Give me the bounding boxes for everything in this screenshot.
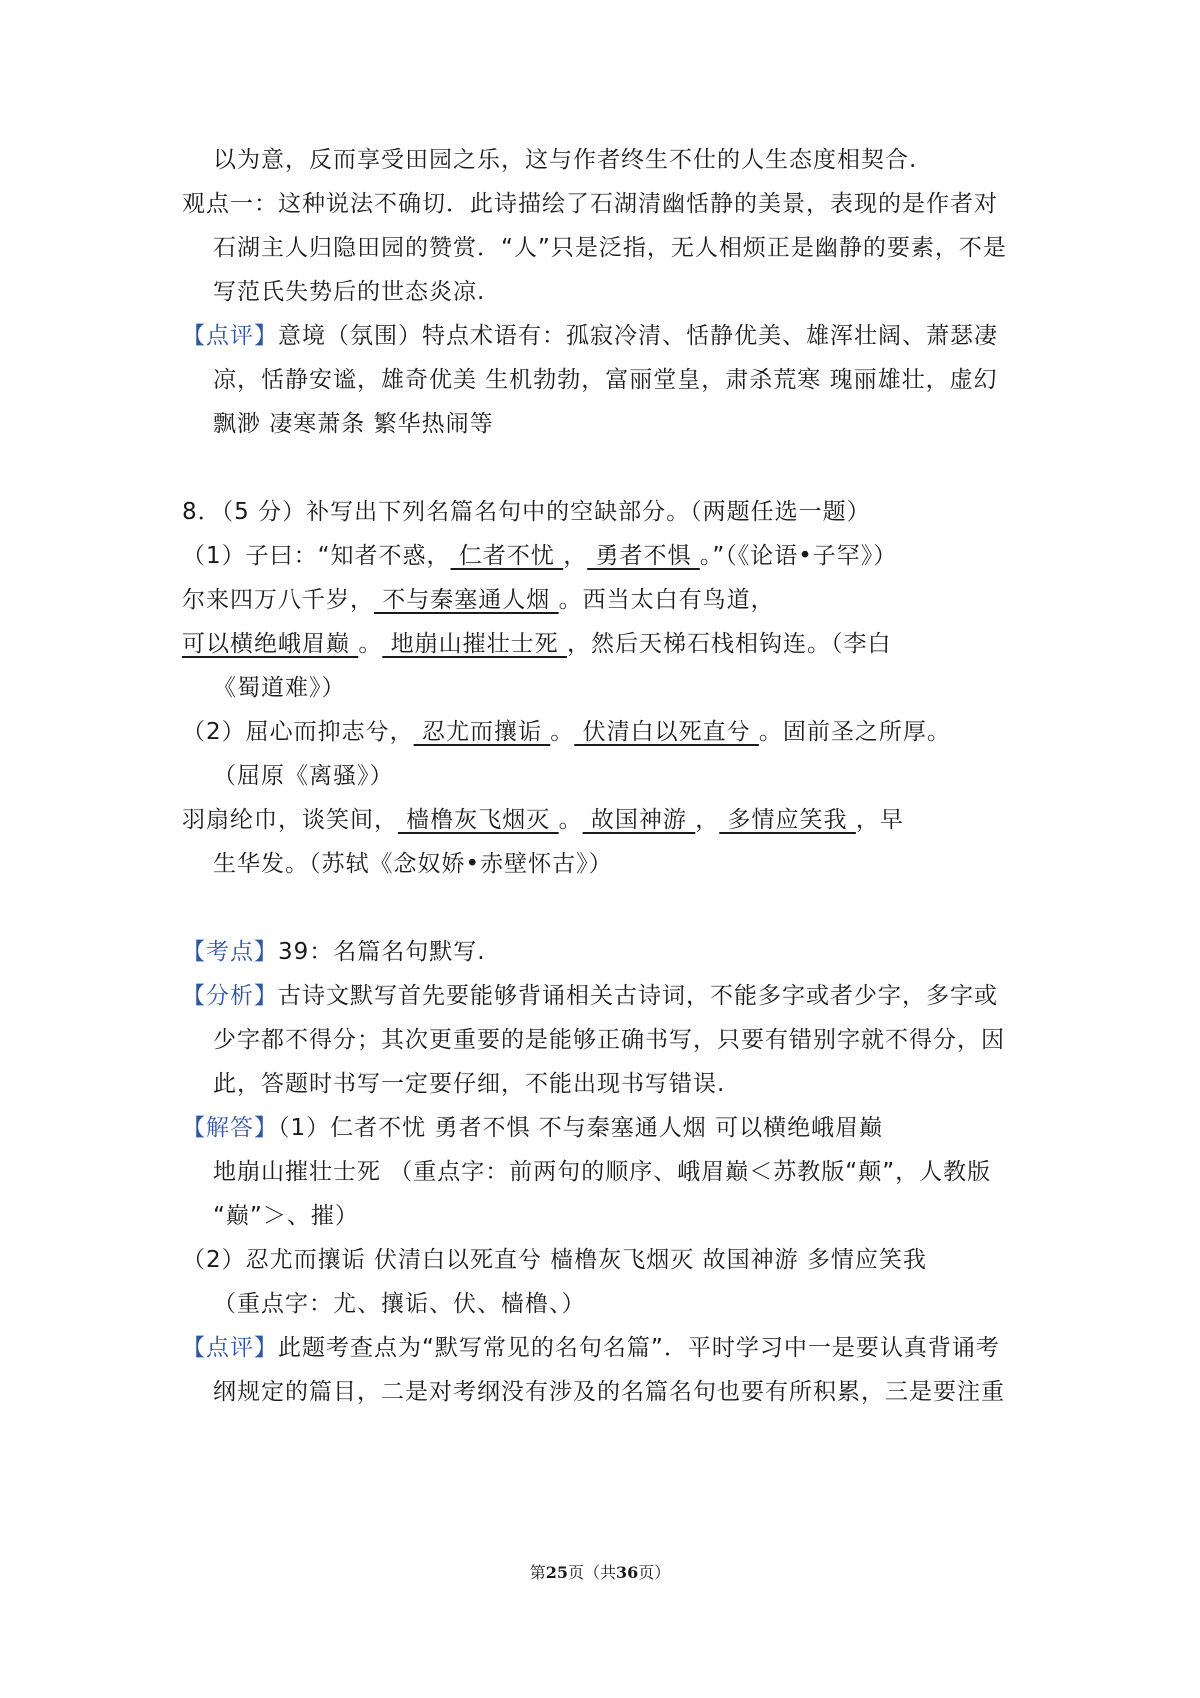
comment-tag: 【点评】 bbox=[182, 323, 278, 349]
question-text: 尔来四万八千岁， bbox=[182, 587, 374, 613]
comment-tag: 【点评】 bbox=[182, 1335, 278, 1361]
question-text: 。西当太白有鸟道， bbox=[558, 587, 775, 613]
answer-blank: 伏清白以死直兮 bbox=[574, 719, 759, 745]
answer-blank: 勇者不惧 bbox=[587, 543, 700, 569]
question-text: ， bbox=[563, 543, 588, 569]
question-line bbox=[182, 717, 1032, 747]
answer-blank: 多情应笑我 bbox=[719, 807, 856, 833]
question-line bbox=[182, 585, 1032, 615]
paragraph-line: 地崩山摧壮士死 （重点字：前两句的顺序、峨眉巅＜苏教版“颠”，人教版 bbox=[213, 1159, 992, 1185]
question-text: （1）子曰：“知者不惑， bbox=[182, 543, 451, 569]
paragraph-line: （重点字：尤、攘诟、伏、樯橹、） bbox=[213, 1291, 586, 1317]
paragraph-line: 少字都不得分；其次更重要的是能够正确书写，只要有错别字就不得分，因 bbox=[213, 1027, 1005, 1053]
question-line bbox=[182, 541, 1032, 571]
question-line: 《蜀道难》） bbox=[213, 675, 346, 701]
answer-blank: 樯橹灰飞烟灭 bbox=[398, 807, 559, 833]
fenxi-text: 古诗文默写首先要能够背诵相关古诗词，不能多字或者少字，多字或 bbox=[278, 983, 998, 1009]
paragraph-line: 纲规定的篇目，二是对考纲没有涉及的名篇名句也要有所积累，三是要注重 bbox=[213, 1379, 1005, 1405]
answer-blank: 故国神游 bbox=[582, 807, 696, 833]
question-heading: 8．（5 分）补写出下列名篇名句中的空缺部分。（两题任选一题） bbox=[182, 499, 871, 525]
footer-text: 页） bbox=[638, 1563, 671, 1582]
paragraph-line: 凉，恬静安谧，雄奇优美 生机勃勃，富丽堂皇，肃杀荒寒 瑰丽雄壮，虚幻 bbox=[213, 367, 998, 393]
question-text: ，早 bbox=[855, 807, 904, 833]
question-text: 。”（《论语•子罕》） bbox=[699, 543, 898, 569]
question-text: 。 bbox=[558, 807, 583, 833]
question-text: ，然后天梯石栈相钩连。（李白 bbox=[566, 631, 892, 657]
page-footer bbox=[0, 1562, 1200, 1584]
question-text: ， bbox=[695, 807, 720, 833]
answer-blank: 仁者不忧 bbox=[450, 543, 564, 569]
paragraph-line: （2）忍尤而攘诟 伏清白以死直兮 樯橹灰飞烟灭 故国神游 多情应笑我 bbox=[182, 1247, 927, 1273]
paragraph-line: “巅”＞、摧） bbox=[213, 1203, 359, 1229]
answer-blank: 不与秦塞通人烟 bbox=[374, 587, 559, 613]
paragraph-line: 此，答题时书写一定要仔细，不能出现书写错误. bbox=[213, 1071, 726, 1097]
question-line bbox=[182, 805, 1032, 835]
fenxi-line bbox=[182, 981, 1032, 1011]
question-line bbox=[182, 629, 1032, 659]
footer-text: 页（共 bbox=[567, 1563, 616, 1582]
kaodian-tag: 【考点】 bbox=[182, 939, 278, 965]
question-text: 。 bbox=[358, 631, 383, 657]
page-number: 25 bbox=[545, 1563, 568, 1582]
question-text: 羽扇纶巾，谈笑间， bbox=[182, 807, 398, 833]
question-line: （屈原《离骚》） bbox=[213, 763, 394, 789]
paragraph-line: 写范氏失势后的世态炎凉. bbox=[213, 279, 486, 305]
paragraph-line: 观点一：这种说法不确切．此诗描绘了石湖清幽恬静的美景，表现的是作者对 bbox=[182, 191, 998, 217]
answer-blank: 地崩山摧壮士死 bbox=[382, 631, 567, 657]
question-text: 。固前圣之所厚。 bbox=[758, 719, 951, 745]
comment-text: 意境（氛围）特点术语有：孤寂冷清、恬静优美、雄浑壮阔、萧瑟凄 bbox=[278, 323, 998, 349]
page-total: 36 bbox=[616, 1563, 639, 1582]
fenxi-tag: 【分析】 bbox=[182, 983, 278, 1009]
paragraph-line: 石湖主人归隐田园的赞赏．“人”只是泛指，无人相烦正是幽静的要素，不是 bbox=[213, 235, 1007, 261]
comment-text: 此题考查点为“默写常见的名句名篇”．平时学习中一是要认真背诵考 bbox=[278, 1335, 1000, 1361]
jieda-tag: 【解答】 bbox=[182, 1115, 278, 1141]
question-text: （2）屈心而抑志兮， bbox=[182, 719, 414, 745]
jieda-line bbox=[182, 1113, 1032, 1143]
question-text: 。 bbox=[550, 719, 575, 745]
jieda-text: （1）仁者不忧 勇者不惧 不与秦塞通人烟 可以横绝峨眉巅 bbox=[278, 1115, 884, 1141]
comment-line bbox=[182, 321, 1032, 351]
question-line: 生华发。（苏轼《念奴娇•赤壁怀古》） bbox=[213, 851, 613, 877]
answer-blank: 忍尤而攘诟 bbox=[413, 719, 551, 745]
comment-line bbox=[182, 1333, 1032, 1363]
footer-text: 第 bbox=[529, 1563, 546, 1582]
kaodian-line bbox=[182, 937, 1032, 967]
kaodian-text: 39：名篇名句默写. bbox=[278, 939, 486, 965]
answer-blank: 可以横绝峨眉巅 bbox=[182, 631, 359, 657]
paragraph-line: 以为意，反而享受田园之乐，这与作者终生不仕的人生态度相契合. bbox=[213, 147, 918, 173]
paragraph-line: 飘渺 凄寒萧条 繁华热闹等 bbox=[213, 411, 494, 437]
